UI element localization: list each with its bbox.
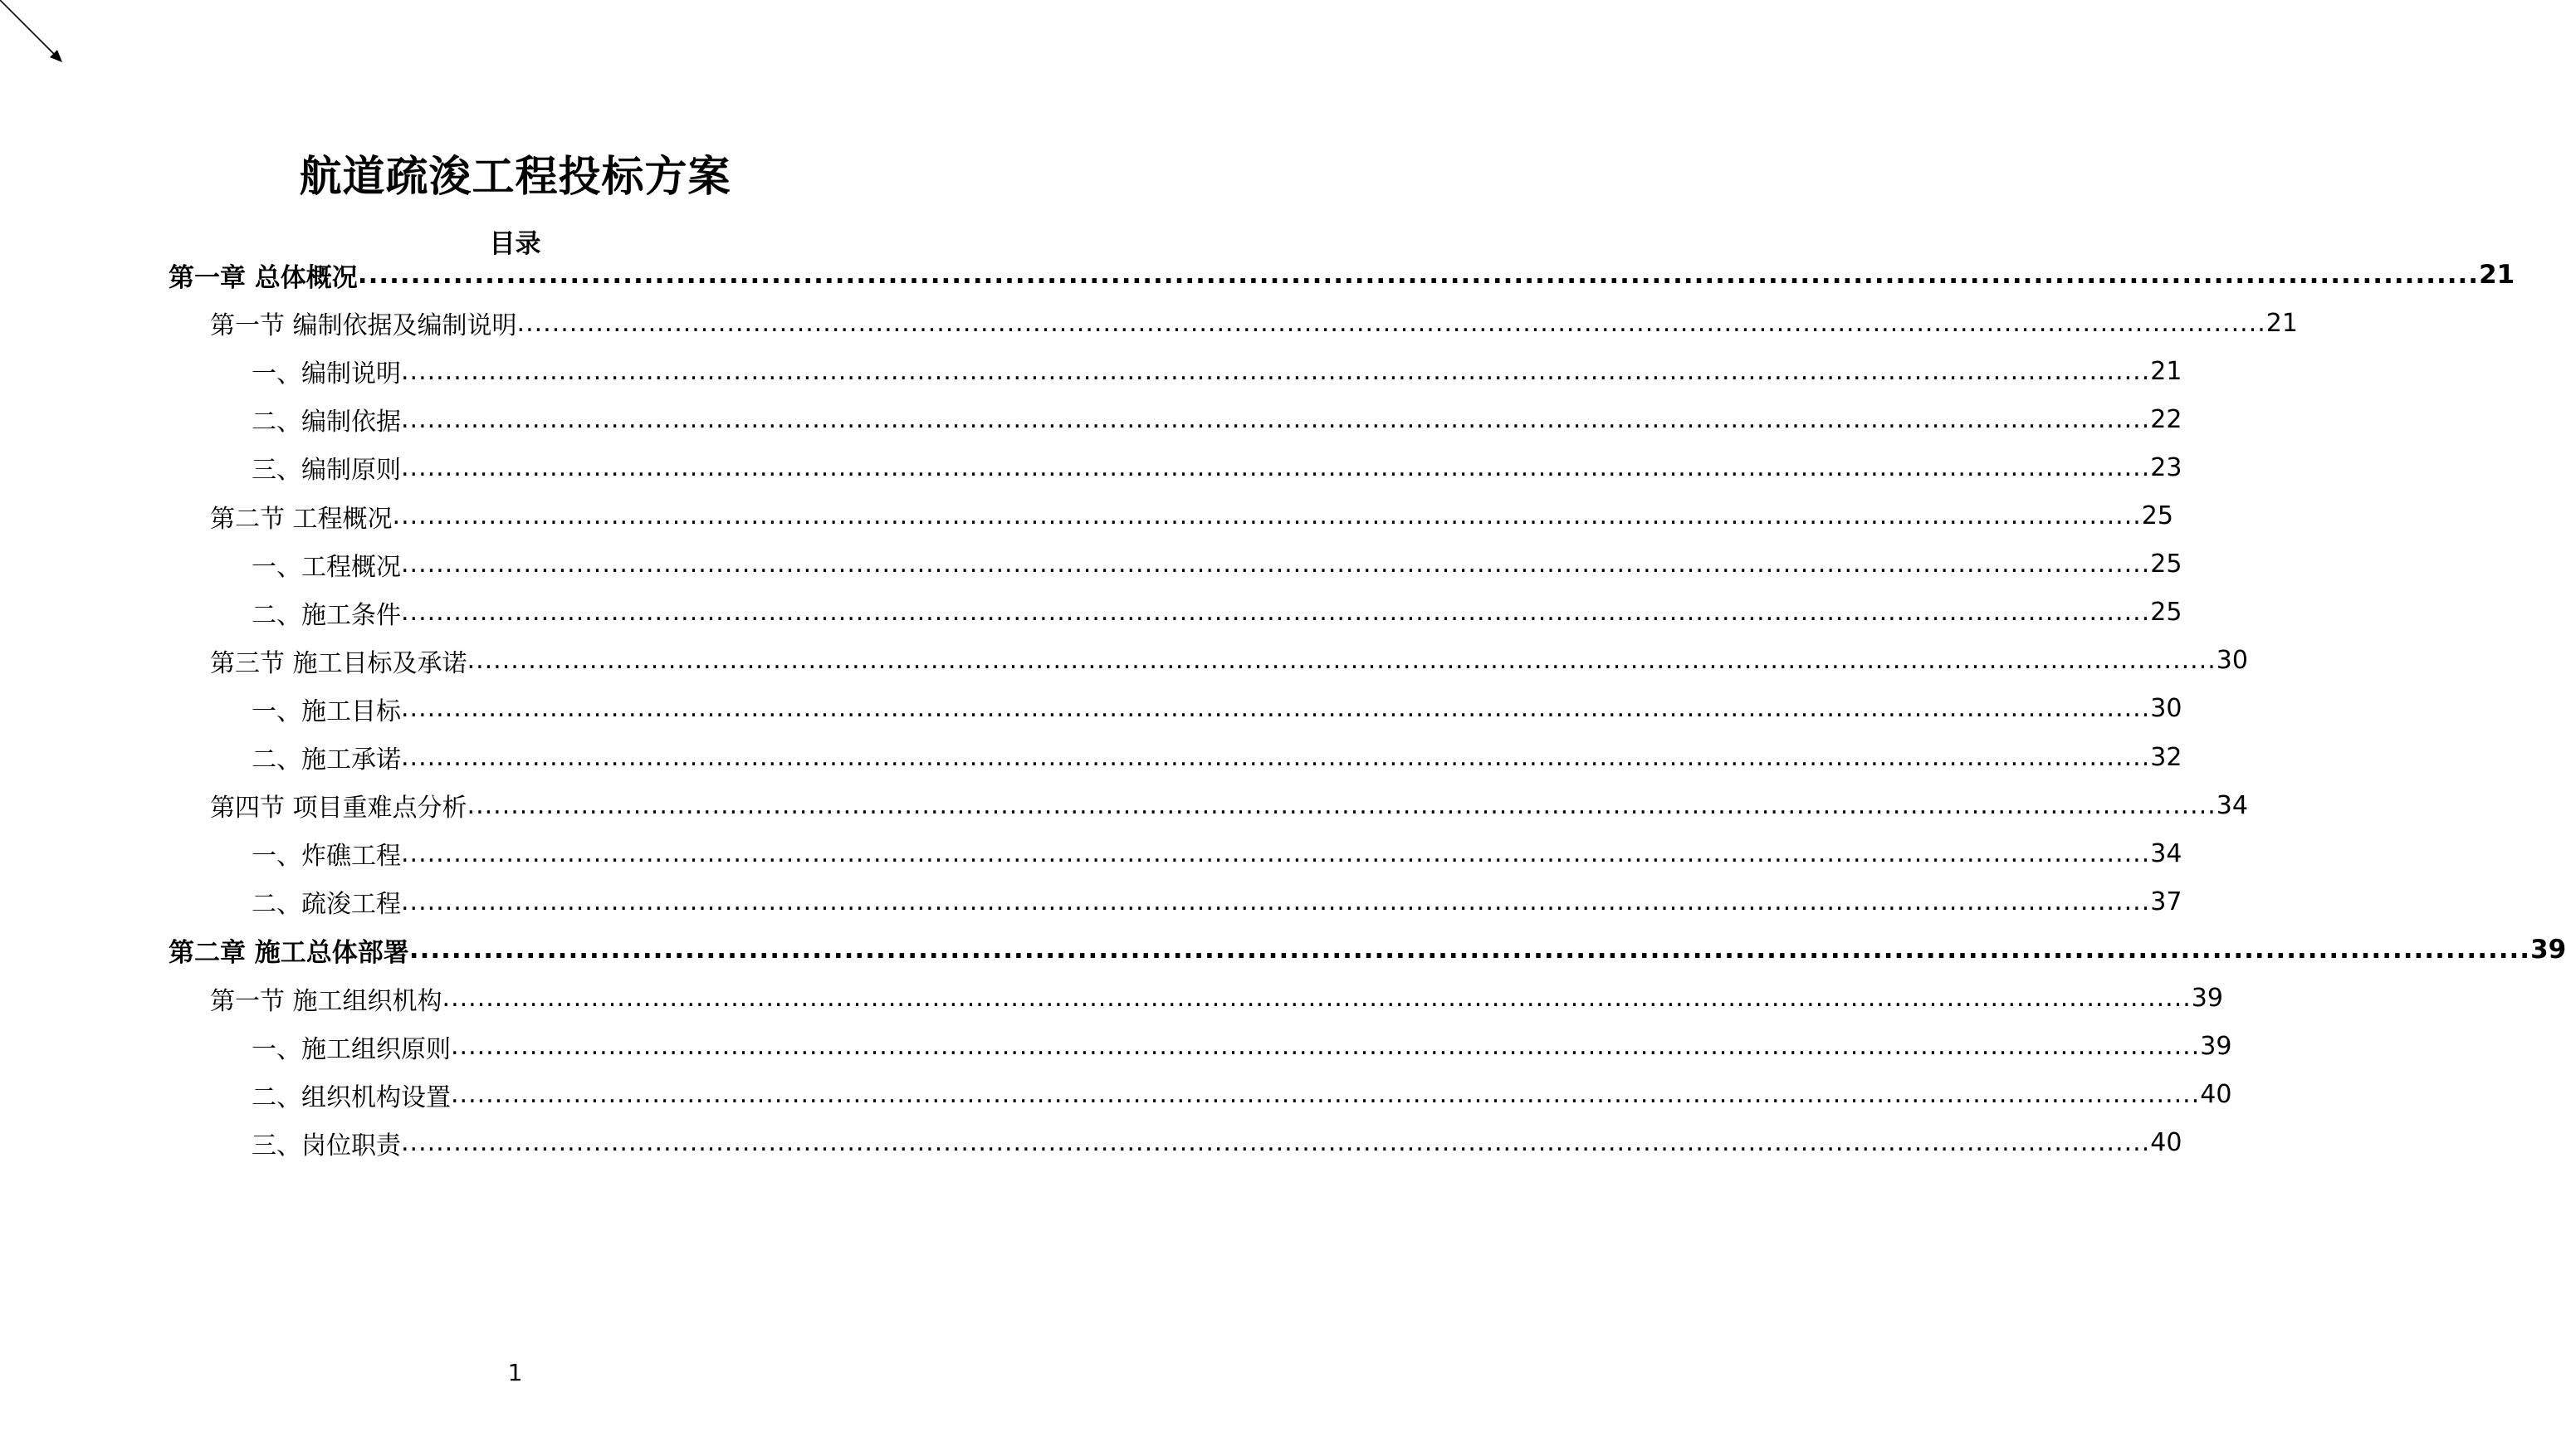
toc-section-entry[interactable] [210, 489, 2173, 544]
toc-entry-label: 第二章 施工总体部署 [169, 937, 409, 968]
toc-entry-page: 21 [2479, 260, 2515, 290]
toc-entry-label: 一、施工组织原则 [252, 1034, 451, 1064]
toc-entry-label: 一、炸礁工程 [252, 842, 401, 872]
toc-entry-page: 39 [2200, 1032, 2232, 1062]
toc-entry-page: 32 [2150, 742, 2182, 772]
toc-dot-leader: ........................................................................................................................................................................................................ [451, 1080, 2201, 1110]
toc-entry-label: 第一节 施工组织机构 [210, 986, 442, 1016]
toc-entry-page: 25 [2150, 598, 2182, 628]
toc-subsection-entry[interactable] [252, 1068, 2232, 1122]
toc-entry-page: 39 [2191, 984, 2223, 1013]
toc-subsection-entry[interactable] [252, 392, 2182, 447]
toc-dot-leader: ........................................................................................................................................................................................................ [401, 694, 2151, 724]
toc-subsection-entry[interactable] [252, 1019, 2232, 1074]
toc-entry-page: 21 [2150, 356, 2182, 386]
toc-section-entry[interactable] [210, 633, 2248, 688]
toc-entry-label: 一、工程概况 [252, 552, 401, 582]
toc-subsection-entry[interactable] [252, 826, 2182, 881]
toc-entry-page: 34 [2216, 790, 2248, 820]
toc-entry-label: 一、编制说明 [252, 359, 401, 389]
toc-entry-page: 25 [2150, 550, 2182, 579]
toc-entry-label: 二、施工条件 [252, 600, 401, 630]
toc-entry-page: 30 [2150, 694, 2182, 724]
toc-dot-leader: ........................................................................................................................................................................................................ [467, 646, 2217, 676]
toc-entry-page: 23 [2150, 452, 2182, 482]
toc-subsection-entry[interactable] [252, 874, 2182, 929]
toc-entry-page: 25 [2141, 501, 2173, 530]
page-number: 1 [507, 1359, 523, 1386]
toc-subsection-entry[interactable] [252, 1116, 2182, 1170]
toc-dot-leader: ........................................................................................................................................................................................................ [401, 1128, 2151, 1158]
toc-dot-leader: ........................................................................................................................................................................................................ [357, 260, 2480, 290]
toc-dot-leader: ........................................................................................................................................................................................................ [401, 838, 2151, 868]
toc-entry-label: 第三节 施工目标及承诺 [210, 648, 467, 678]
document-title: 航道疏浚工程投标方案 [299, 153, 731, 202]
toc-dot-leader: ........................................................................................................................................................................................................ [408, 935, 2531, 965]
toc-entry-label: 三、编制原则 [252, 456, 401, 486]
toc-subsection-entry[interactable] [252, 440, 2182, 495]
toc-dot-leader: ........................................................................................................................................................................................................ [516, 308, 2266, 338]
toc-entry-page: 37 [2150, 887, 2182, 916]
toc-heading: 目录 [489, 229, 541, 259]
toc-dot-leader: ........................................................................................................................................................................................................ [401, 598, 2151, 628]
toc-subsection-entry[interactable] [252, 537, 2182, 592]
toc-subsection-entry[interactable] [252, 585, 2182, 640]
corner-arrow-icon [0, 0, 66, 66]
toc-chapter-entry[interactable] [169, 922, 2566, 977]
toc-subsection-entry[interactable] [252, 344, 2182, 398]
toc-entry-label: 第一节 编制依据及编制说明 [210, 311, 517, 341]
toc-dot-leader: ........................................................................................................................................................................................................ [451, 1032, 2201, 1062]
toc-entry-page: 34 [2150, 838, 2182, 868]
toc-dot-leader: ........................................................................................................................................................................................................ [401, 356, 2151, 386]
toc-dot-leader: ........................................................................................................................................................................................................ [401, 887, 2151, 916]
toc-dot-leader: ........................................................................................................................................................................................................ [401, 404, 2151, 434]
toc-entry-label: 三、岗位职责 [252, 1131, 401, 1160]
toc-entry-label: 二、组织机构设置 [252, 1082, 451, 1112]
toc-dot-leader: ........................................................................................................................................................................................................ [401, 452, 2151, 482]
toc-entry-label: 二、施工承诺 [252, 745, 401, 774]
toc-section-entry[interactable] [210, 778, 2248, 833]
toc-entry-page: 30 [2216, 646, 2248, 676]
toc-entry-label: 第一章 总体概况 [169, 262, 358, 293]
toc-subsection-entry[interactable] [252, 730, 2182, 784]
toc-entry-page: 40 [2150, 1128, 2182, 1158]
toc-entry-page: 22 [2150, 404, 2182, 434]
toc-dot-leader: ........................................................................................................................................................................................................ [392, 501, 2142, 530]
toc-entry-label: 一、施工目标 [252, 696, 401, 726]
toc-entry-label: 二、编制依据 [252, 408, 401, 437]
toc-section-entry[interactable] [210, 296, 2298, 350]
toc-subsection-entry[interactable] [252, 682, 2182, 736]
toc-dot-leader: ........................................................................................................................................................................................................ [467, 790, 2217, 820]
toc-entry-label: 二、疏浚工程 [252, 890, 401, 920]
toc-entry-page: 21 [2265, 308, 2298, 338]
toc-entry-label: 第二节 工程概况 [210, 504, 393, 534]
toc-entry-page: 39 [2530, 935, 2566, 965]
toc-dot-leader: ........................................................................................................................................................................................................ [401, 742, 2151, 772]
toc-dot-leader: ........................................................................................................................................................................................................ [442, 984, 2192, 1013]
toc-chapter-entry[interactable] [169, 247, 2515, 302]
toc-section-entry[interactable] [210, 971, 2223, 1026]
toc-entry-page: 40 [2200, 1080, 2232, 1110]
toc-dot-leader: ........................................................................................................................................................................................................ [401, 550, 2151, 579]
toc-entry-label: 第四节 项目重难点分析 [210, 794, 467, 823]
